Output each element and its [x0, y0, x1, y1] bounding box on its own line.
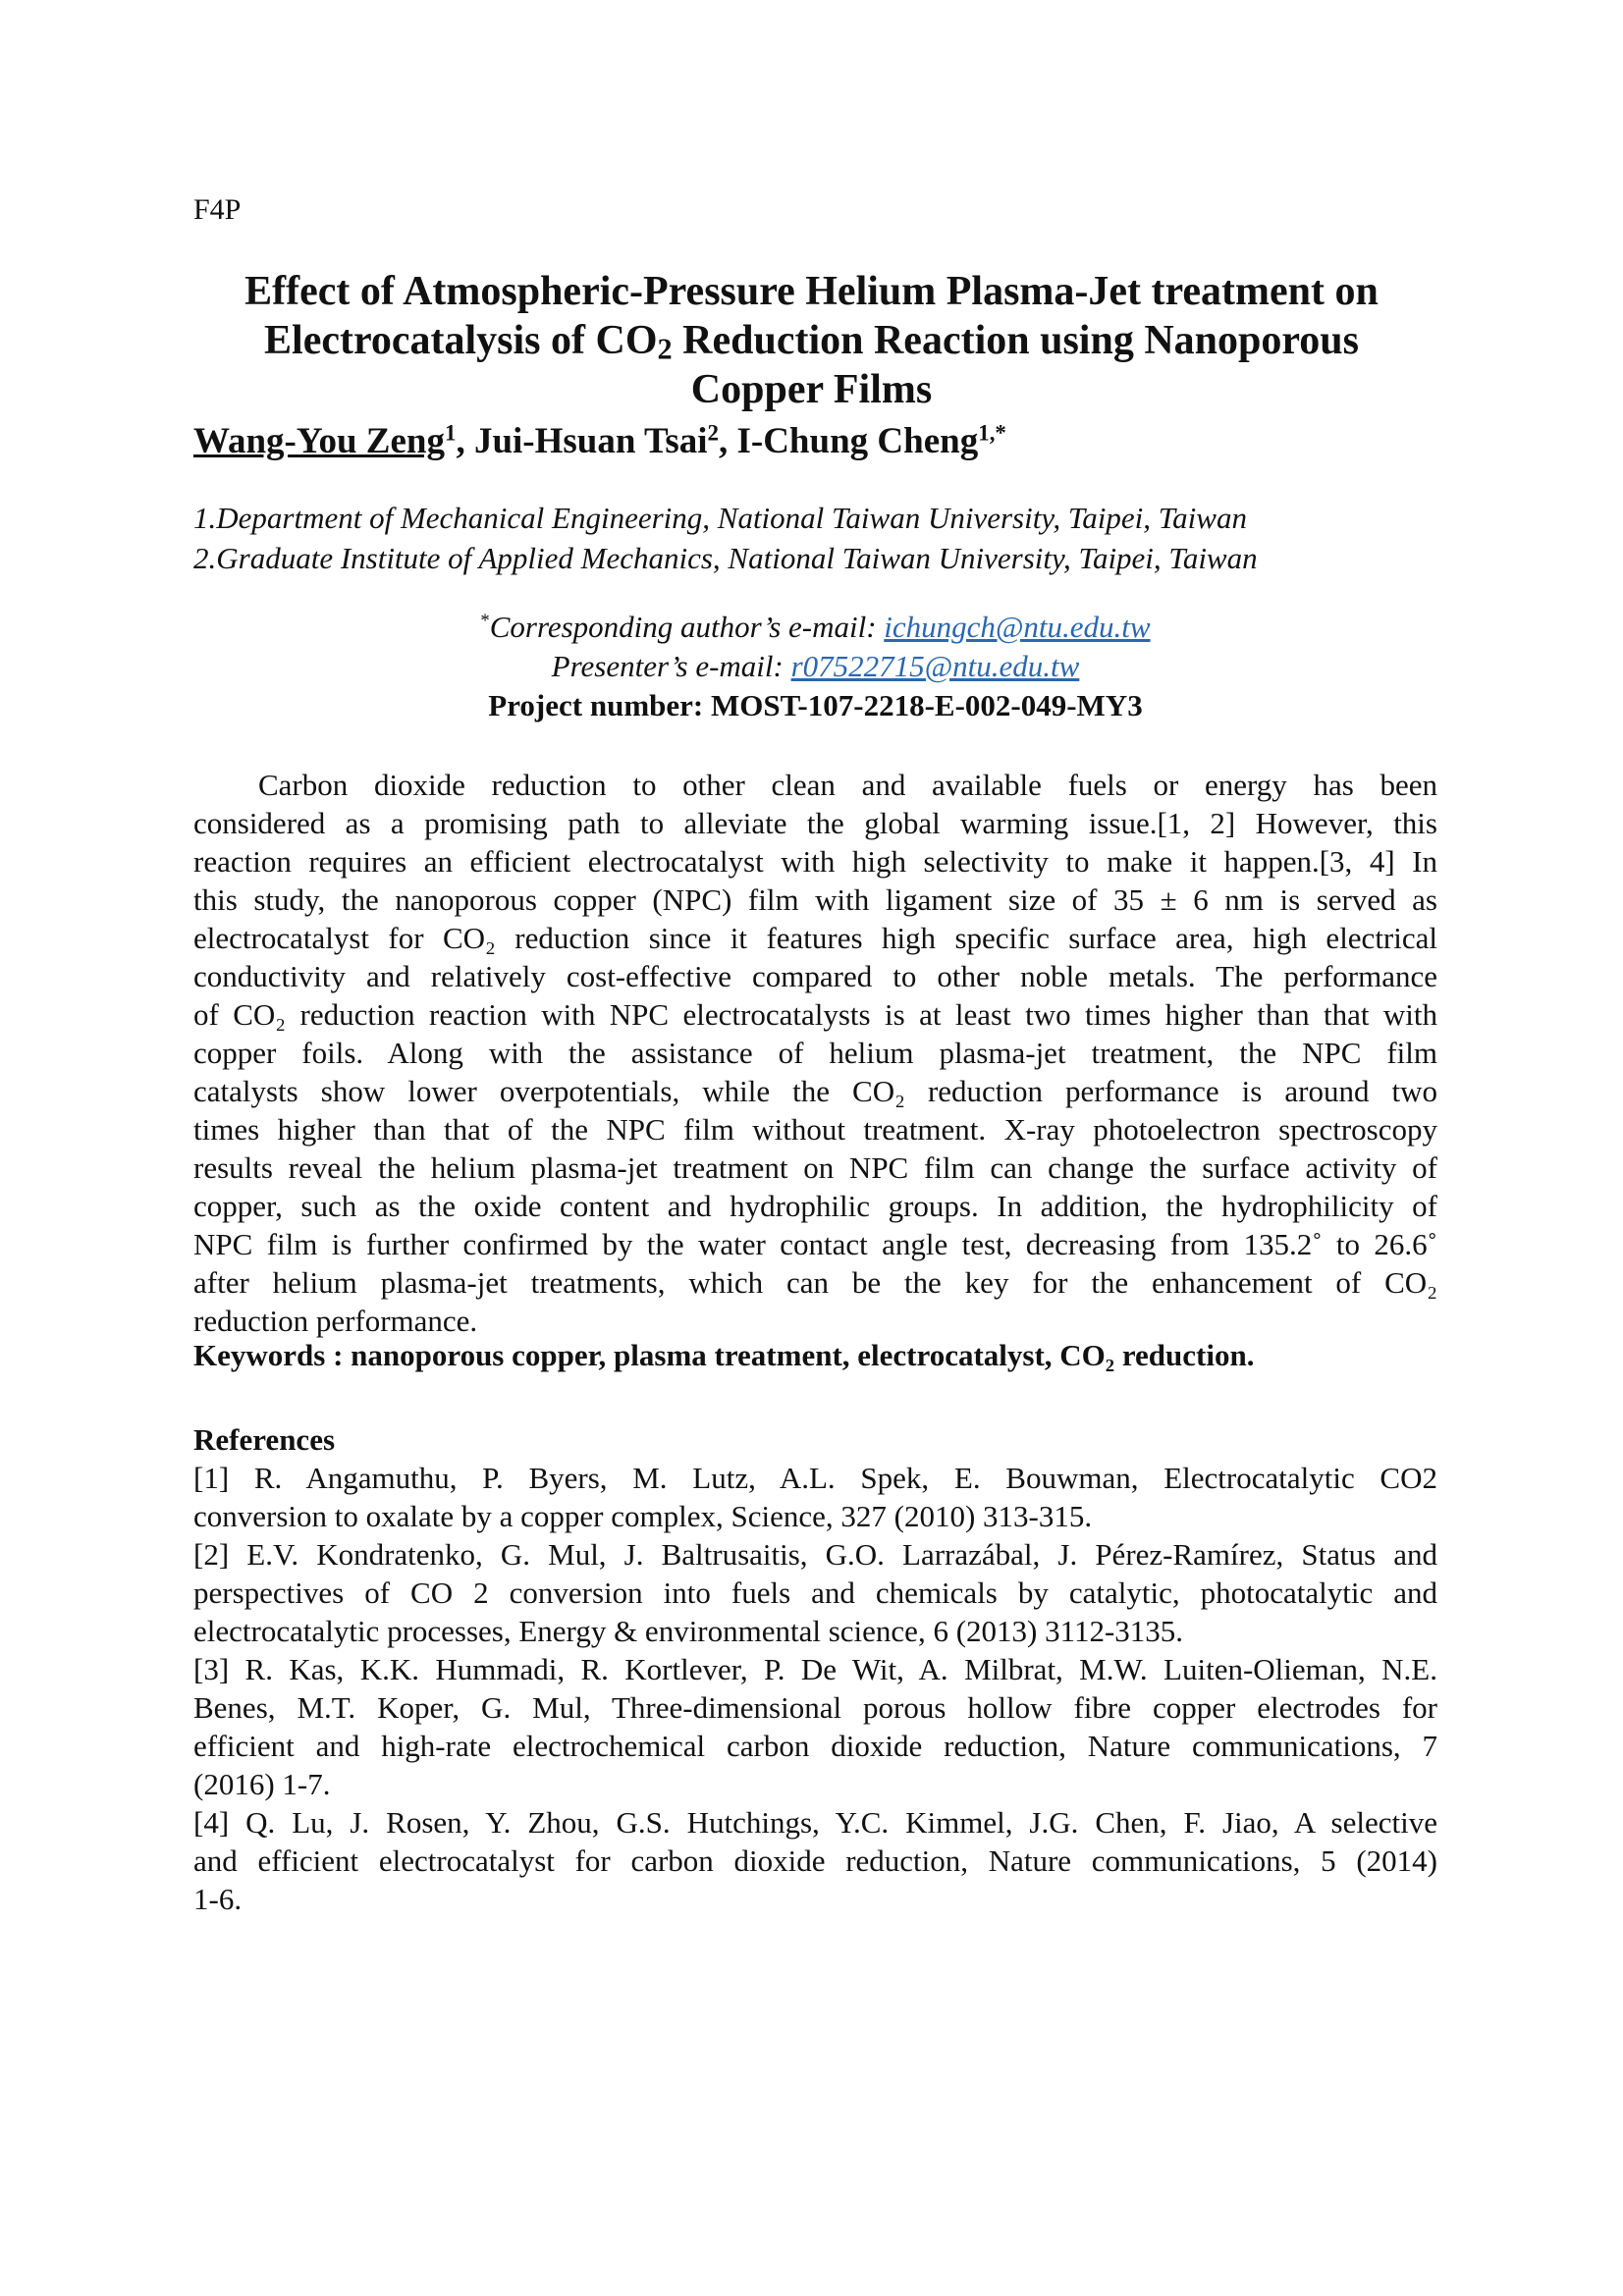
abstract-line: catalysts show lower overpotentials, while the CO₂ reduction performance is around two: [193, 1074, 1437, 1108]
title-line-2-post: Reduction Reaction using Nanoporous: [672, 318, 1359, 363]
title-subscript: 2: [657, 332, 673, 366]
title-line-2: [157, 316, 1466, 365]
reference-line: [4] Q. Lu, J. Rosen, Y. Zhou, G.S. Hutchings, Y.C. Kimmel, J.G. Chen, F. Jiao, A selective: [193, 1805, 1437, 1840]
reference-line: and efficient electrocatalyst for carbon dioxide reduction, Nature communications, 5 (2014): [193, 1843, 1437, 1878]
reference-line: (2016) 1-7.: [193, 1767, 331, 1801]
reference-line: [1] R. Angamuthu, P. Byers, M. Lutz, A.L. Spek, E. Bouwman, Electrocatalytic CO2: [193, 1461, 1437, 1495]
abstract-line: considered as a promising path to alleviate the global warming issue.[1, 2] However, this: [193, 806, 1437, 840]
abstract-line: results reveal the helium plasma-jet treatment on NPC film can change the surface activity of: [193, 1150, 1437, 1185]
abstract-line: conductivity and relatively cost-effective compared to other noble metals. The performance: [193, 959, 1437, 993]
author-1-name: Wang-You Zeng: [193, 421, 445, 461]
affiliations: [193, 498, 1258, 578]
reference-line: Benes, M.T. Koper, G. Mul, Three-dimensional porous hollow fibre copper electrodes for: [193, 1690, 1437, 1725]
reference-line: efficient and high-rate electrochemical carbon dioxide reduction, Nature communications, 7: [193, 1729, 1437, 1763]
reference-list: [193, 1459, 1437, 1918]
abstract-line: after helium plasma-jet treatments, which can be the key for the enhancement of CO₂: [193, 1265, 1437, 1300]
corresponding-email-link[interactable]: ichungch@ntu.edu.tw: [884, 610, 1151, 644]
author-sep-2: ,: [718, 421, 737, 461]
keywords: Keywords : nanoporous copper, plasma treatment, electrocatalyst, CO₂ reduction.: [193, 1338, 1255, 1372]
title-line-1: Effect of Atmospheric-Pressure Helium Plasma-Jet treatment on: [244, 269, 1379, 314]
abstract-line: this study, the nanoporous copper (NPC) film with ligament size of 35 ± 6 nm is served as: [193, 882, 1437, 917]
reference-line: conversion to oxalate by a copper complex, Science, 327 (2010) 313-315.: [193, 1499, 1093, 1533]
presenter-email-link[interactable]: r07522715@ntu.edu.tw: [790, 649, 1080, 683]
contact-block: [193, 608, 1437, 725]
references-heading: References: [193, 1422, 336, 1457]
presenter-label: Presenter’s e-mail:: [551, 649, 791, 683]
abstract-line: reaction requires an efficient electrocatalyst with high selectivity to make it happen.[3, 4] In: [193, 844, 1437, 879]
reference-line: perspectives of CO 2 conversion into fuels and chemicals by catalytic, photocatalytic and: [193, 1575, 1437, 1610]
author-2-name: Jui-Hsuan Tsai: [473, 421, 708, 461]
author-sep-1: ,: [456, 421, 474, 461]
reference-line: [2] E.V. Kondratenko, G. Mul, J. Baltrusaitis, G.O. Larrazábal, J. Pérez-Ramírez, Status and: [193, 1537, 1437, 1572]
reference-line: electrocatalytic processes, Energy & environmental science, 6 (2013) 3112-3135.: [193, 1614, 1184, 1648]
author-3-sup: 1,*: [978, 420, 1006, 446]
paper-code: F4P: [193, 193, 242, 226]
project-number: Project number: MOST-107-2218-E-002-049-MY3: [488, 688, 1143, 722]
title-line-2-pre: Electrocatalysis of CO: [264, 318, 658, 363]
author-1-sup: 1: [444, 420, 457, 446]
abstract-line: of CO₂ reduction reaction with NPC electrocatalysts is at least two times higher than that with: [193, 997, 1437, 1032]
author-list: [193, 419, 1006, 464]
corresponding-label: Corresponding author’s e-mail:: [489, 610, 885, 644]
abstract-line: NPC film is further confirmed by the water contact angle test, decreasing from 135.2˚ to 26.6˚: [193, 1227, 1437, 1261]
affiliation-2: 2.Graduate Institute of Applied Mechanics, National Taiwan University, Taipei, Taiwan: [193, 541, 1258, 575]
paper-title: [157, 267, 1466, 414]
author-3-name: I-Chung Cheng: [736, 421, 979, 461]
abstract-line: electrocatalyst for CO₂ reduction since it features high specific surface area, high electrical: [193, 921, 1437, 955]
reference-line: 1-6.: [193, 1882, 243, 1916]
presenter-email-line: [193, 647, 1437, 686]
abstract-line: copper, such as the oxide content and hydrophilic groups. In addition, the hydrophilicity of: [193, 1189, 1437, 1223]
abstract: [193, 766, 1437, 1340]
abstract-line: Carbon dioxide reduction to other clean and available fuels or energy has been: [258, 768, 1437, 802]
affiliation-1: 1.Department of Mechanical Engineering, National Taiwan University, Taipei, Taiwan: [193, 501, 1247, 535]
corresponding-email-line: [193, 608, 1437, 647]
author-2-sup: 2: [707, 420, 719, 446]
corresponding-mark: *: [480, 610, 490, 631]
abstract-line: times higher than that of the NPC film without treatment. X-ray photoelectron spectroscopy: [193, 1112, 1437, 1147]
title-line-3: Copper Films: [690, 367, 933, 412]
abstract-line: reduction performance.: [193, 1304, 478, 1338]
reference-line: [3] R. Kas, K.K. Hummadi, R. Kortlever, P. De Wit, A. Milbrat, M.W. Luiten-Olieman, N.E.: [193, 1652, 1437, 1686]
abstract-line: copper foils. Along with the assistance of helium plasma-jet treatment, the NPC film: [193, 1036, 1437, 1070]
